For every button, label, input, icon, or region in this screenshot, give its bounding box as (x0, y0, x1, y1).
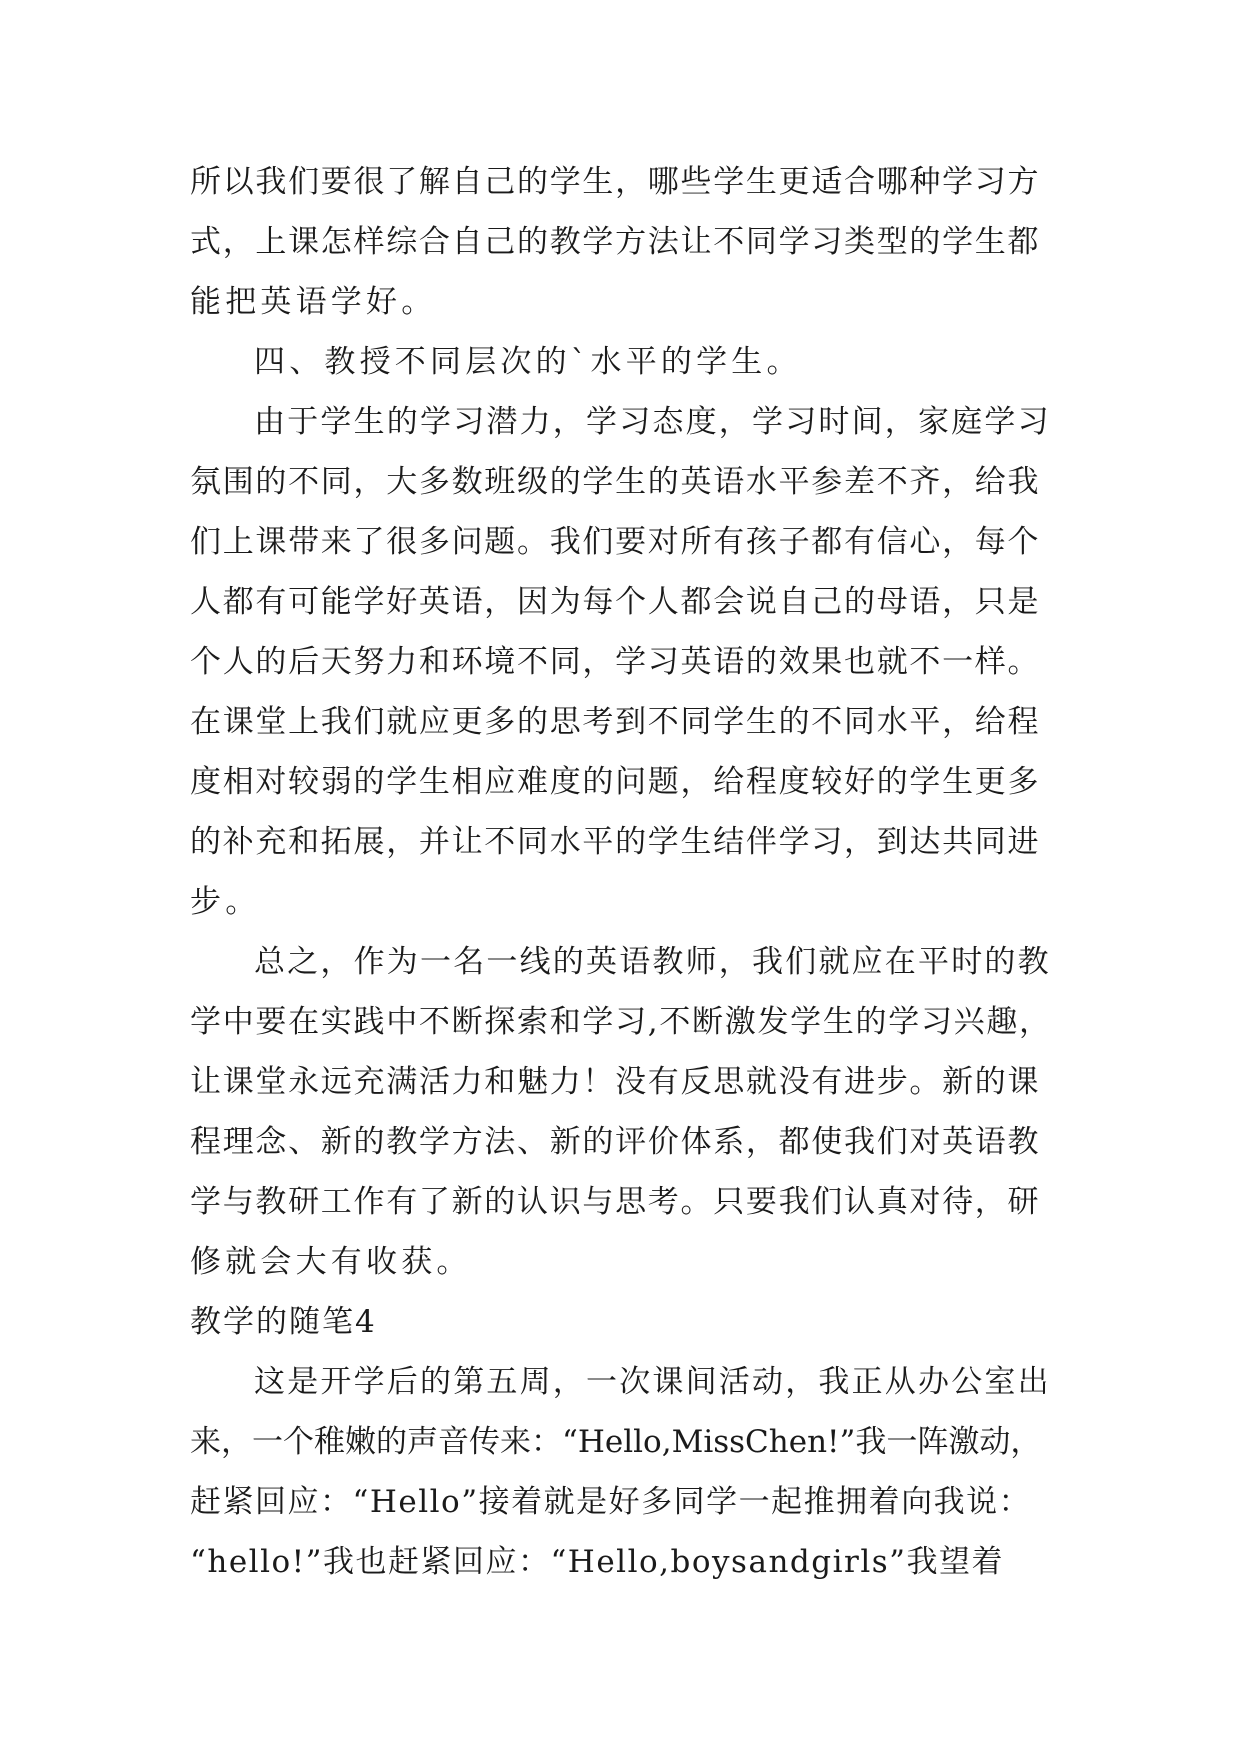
text-line: 由于学生的学习潜力，学习态度，学习时间，家庭学习 (254, 404, 1051, 440)
text-line: 程理念、新的教学方法、新的评价体系，都使我们对英语教 (190, 1124, 1041, 1160)
text-line: 总之，作为一名一线的英语教师，我们就应在平时的教 (254, 944, 1051, 980)
text-line: 个人的后天努力和环境不同，学习英语的效果也就不一样。 (190, 644, 1041, 680)
text-line: “hello!”我也赶紧回应：“Hello,boysandgirls”我望着 (190, 1544, 1005, 1580)
document-page (190, 152, 1052, 1592)
text-line: 在课堂上我们就应更多的思考到不同学生的不同水平，给程 (190, 704, 1041, 740)
text-line: 的补充和拓展，并让不同水平的学生结伴学习，到达共同进 (190, 824, 1041, 860)
text-line: 让课堂永远充满活力和魅力！没有反思就没有进步。新的课 (190, 1064, 1041, 1100)
text-line: 式，上课怎样综合自己的教学方法让不同学习类型的学生都 (190, 224, 1041, 260)
text-line: 赶紧回应：“Hello”接着就是好多同学一起推拥着向我说： (190, 1484, 1032, 1520)
text-line: 学中要在实践中不断探索和学习,不断激发学生的学习兴趣， (190, 1004, 1052, 1040)
text-line: 学与教研工作有了新的认识与思考。只要我们认真对待，研 (190, 1184, 1041, 1220)
text-line: 能把英语学好。 (190, 284, 437, 320)
text-line: 修就会大有收获。 (190, 1244, 472, 1280)
text-line: 这是开学后的第五周，一次课间活动，我正从办公室出 (254, 1364, 1051, 1400)
text-line: 所以我们要很了解自己的学生，哪些学生更适合哪种学习方 (190, 164, 1041, 200)
text-line: 们上课带来了很多问题。我们要对所有孩子都有信心，每个 (190, 524, 1041, 560)
text-line: 氛围的不同，大多数班级的学生的英语水平参差不齐，给我 (190, 464, 1041, 500)
text-line: 来，一个稚嫩的声音传来：“Hello,MissChen!”我一阵激动， (190, 1424, 1042, 1460)
text-line: 步。 (190, 884, 261, 920)
text-line: 四、教授不同层次的`水平的学生。 (254, 344, 802, 380)
section-heading: 教学的随笔4 (190, 1304, 377, 1340)
text-line: 人都有可能学好英语，因为每个人都会说自己的母语，只是 (190, 584, 1041, 620)
text-line: 度相对较弱的学生相应难度的问题，给程度较好的学生更多 (190, 764, 1041, 800)
